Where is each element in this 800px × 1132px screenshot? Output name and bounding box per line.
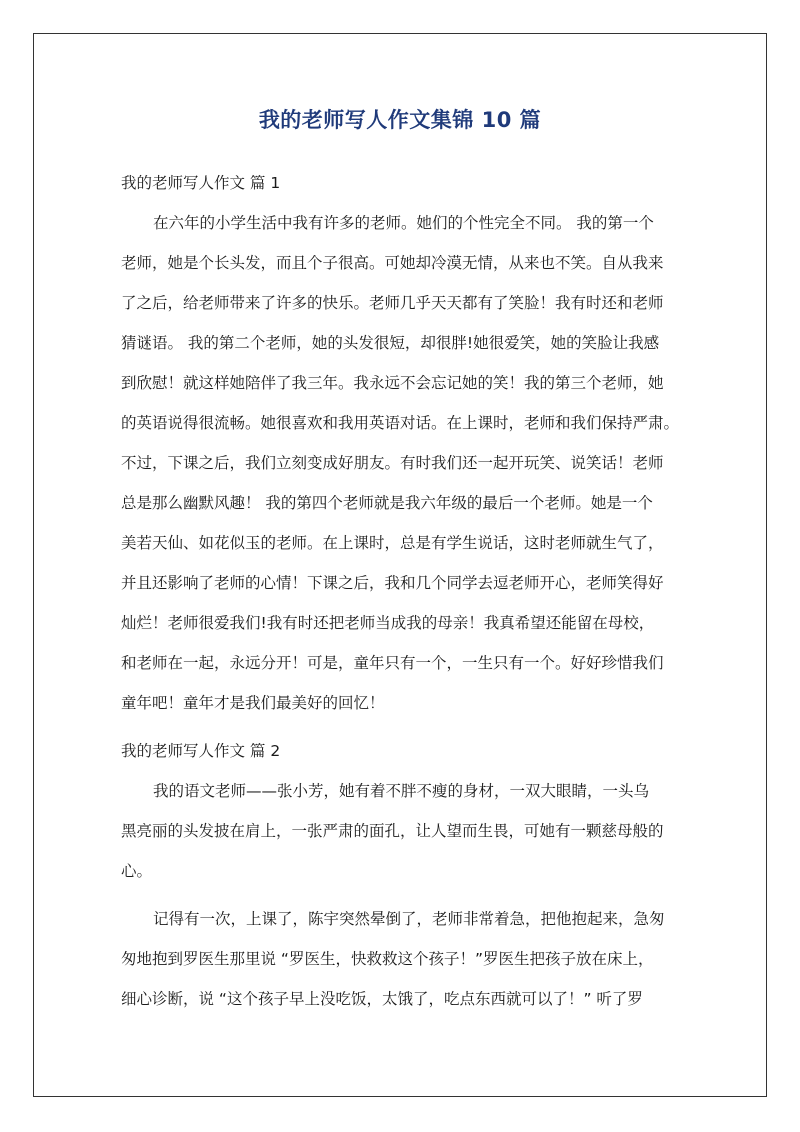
paragraph-line: 美若天仙、如花似玉的老师。在上课时，总是有学生说话，这时老师就生气了， [121, 534, 664, 552]
paragraph-line: 总是那么幽默风趣！ 我的第四个老师就是我六年级的最后一个老师。她是一个 [121, 494, 653, 512]
paragraph-line: 的英语说得很流畅。她很喜欢和我用英语对话。在上课时，老师和我们保持严肃。 [121, 414, 680, 432]
essay-1-heading: 我的老师写人作文 篇 1 [121, 174, 281, 192]
paragraph-line: 黑亮丽的头发披在肩上，一张严肃的面孔，让人望而生畏，可她有一颗慈母般的 [121, 822, 664, 840]
paragraph-line: 了之后，给老师带来了许多的快乐。老师几乎天天都有了笑脸！我有时还和老师 [121, 294, 664, 312]
essay-2-heading: 我的老师写人作文 篇 2 [121, 742, 281, 760]
paragraph-line: 和老师在一起，永远分开！可是，童年只有一个，一生只有一个。好好珍惜我们 [121, 654, 664, 672]
paragraph-line: 我的语文老师——张小芳，她有着不胖不瘦的身材，一双大眼睛，一头乌 [153, 782, 650, 800]
paragraph-line: 并且还影响了老师的心情！下课之后，我和几个同学去逗老师开心，老师笑得好 [121, 574, 664, 592]
paragraph-line: 到欣慰！就这样她陪伴了我三年。我永远不会忘记她的笑！我的第三个老师，她 [121, 374, 664, 392]
paragraph-line: 童年吧！童年才是我们最美好的回忆！ [121, 694, 385, 712]
document-title: 我的老师写人作文集锦 10 篇 [258, 108, 542, 132]
paragraph-line: 细心诊断，说 “这个孩子早上没吃饭，太饿了，吃点东西就可以了！” 听了罗 [121, 990, 643, 1008]
paragraph-line: 匆地抱到罗医生那里说 “罗医生，快救救这个孩子！”罗医生把孩子放在床上， [121, 950, 654, 968]
paragraph-line: 猜谜语。 我的第二个老师，她的头发很短，却很胖!她很爱笑，她的笑脸让我感 [121, 334, 660, 352]
paragraph-line: 在六年的小学生活中我有许多的老师。她们的个性完全不同。 我的第一个 [153, 214, 654, 232]
paragraph-line: 老师，她是个长头发，而且个子很高。可她却冷漠无情，从来也不笑。自从我来 [121, 254, 664, 272]
paragraph-line: 记得有一次，上课了，陈宇突然晕倒了，老师非常着急，把他抱起来，急匆 [153, 910, 665, 928]
paragraph-line: 心。 [121, 862, 153, 880]
paragraph-line: 灿烂！老师很爱我们!我有时还把老师当成我的母亲！我真希望还能留在母校， [121, 614, 655, 632]
paragraph-line: 不过，下课之后，我们立刻变成好朋友。有时我们还一起开玩笑、说笑话！老师 [121, 454, 664, 472]
